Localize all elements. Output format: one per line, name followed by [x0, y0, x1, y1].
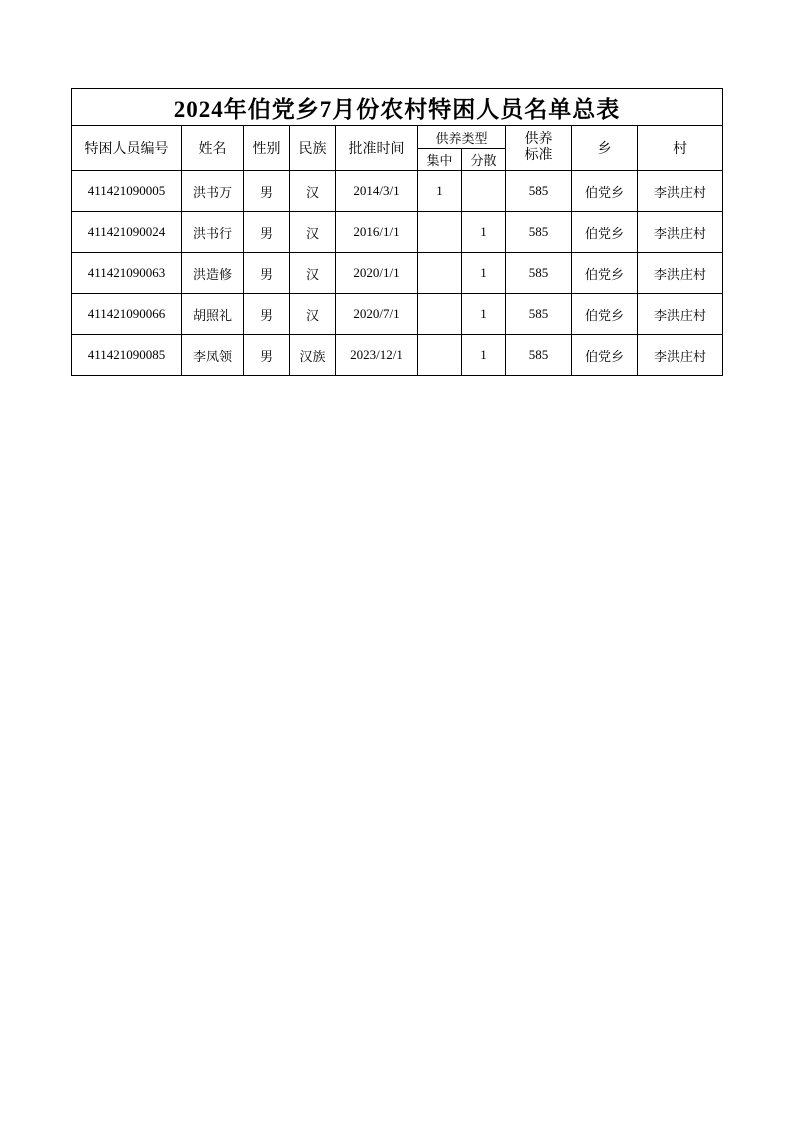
cell-standard: 585 [506, 212, 572, 253]
table-row [72, 212, 723, 253]
cell-ethnicity: 汉 [290, 212, 336, 253]
page-title: 2024年伯党乡7月份农村特困人员名单总表 [72, 89, 723, 126]
cell-id: 411421090063 [72, 253, 182, 294]
cell-concentrated [418, 253, 462, 294]
cell-id: 411421090005 [72, 171, 182, 212]
column-header-support-type: 供养类型 [418, 126, 506, 149]
column-header-concentrated: 集中 [418, 149, 462, 171]
cell-approval-date: 2016/1/1 [336, 212, 418, 253]
cell-dispersed: 1 [462, 335, 506, 376]
column-header-approval-date: 批准时间 [336, 126, 418, 171]
table-row [72, 294, 723, 335]
cell-approval-date: 2014/3/1 [336, 171, 418, 212]
column-header-township: 乡 [572, 126, 638, 171]
cell-village: 李洪庄村 [638, 294, 723, 335]
cell-gender: 男 [244, 335, 290, 376]
column-header-dispersed: 分散 [462, 149, 506, 171]
column-header-name: 姓名 [182, 126, 244, 171]
cell-id: 411421090085 [72, 335, 182, 376]
cell-gender: 男 [244, 171, 290, 212]
cell-standard: 585 [506, 294, 572, 335]
title-row [72, 89, 723, 126]
cell-name: 洪造修 [182, 253, 244, 294]
cell-gender: 男 [244, 253, 290, 294]
table-row [72, 171, 723, 212]
cell-gender: 男 [244, 212, 290, 253]
cell-township: 伯党乡 [572, 253, 638, 294]
cell-dispersed: 1 [462, 294, 506, 335]
cell-village: 李洪庄村 [638, 212, 723, 253]
cell-standard: 585 [506, 253, 572, 294]
cell-concentrated: 1 [418, 171, 462, 212]
cell-approval-date: 2020/7/1 [336, 294, 418, 335]
cell-name: 洪书万 [182, 171, 244, 212]
cell-township: 伯党乡 [572, 294, 638, 335]
cell-dispersed: 1 [462, 212, 506, 253]
column-header-id: 特困人员编号 [72, 126, 182, 171]
cell-ethnicity: 汉 [290, 171, 336, 212]
cell-township: 伯党乡 [572, 212, 638, 253]
cell-standard: 585 [506, 335, 572, 376]
column-header-ethnicity: 民族 [290, 126, 336, 171]
column-header-village: 村 [638, 126, 723, 171]
support-standard-line1: 供养 [524, 131, 553, 147]
cell-approval-date: 2023/12/1 [336, 335, 418, 376]
cell-township: 伯党乡 [572, 335, 638, 376]
support-standard-line2: 标准 [524, 148, 553, 163]
cell-name: 胡照礼 [182, 294, 244, 335]
cell-dispersed [462, 171, 506, 212]
cell-dispersed: 1 [462, 253, 506, 294]
cell-id: 411421090066 [72, 294, 182, 335]
cell-village: 李洪庄村 [638, 171, 723, 212]
table-wrapper [71, 88, 722, 376]
column-header-support-standard [506, 126, 572, 171]
cell-concentrated [418, 212, 462, 253]
cell-ethnicity: 汉族 [290, 335, 336, 376]
cell-name: 洪书行 [182, 212, 244, 253]
header-row-top [72, 126, 723, 149]
column-header-gender: 性别 [244, 126, 290, 171]
cell-concentrated [418, 294, 462, 335]
cell-id: 411421090024 [72, 212, 182, 253]
cell-gender: 男 [244, 294, 290, 335]
table-row [72, 253, 723, 294]
cell-village: 李洪庄村 [638, 335, 723, 376]
cell-approval-date: 2020/1/1 [336, 253, 418, 294]
cell-concentrated [418, 335, 462, 376]
poverty-support-table [71, 88, 723, 376]
cell-village: 李洪庄村 [638, 253, 723, 294]
cell-township: 伯党乡 [572, 171, 638, 212]
cell-standard: 585 [506, 171, 572, 212]
cell-ethnicity: 汉 [290, 253, 336, 294]
cell-name: 李凤领 [182, 335, 244, 376]
table-row [72, 335, 723, 376]
cell-ethnicity: 汉 [290, 294, 336, 335]
